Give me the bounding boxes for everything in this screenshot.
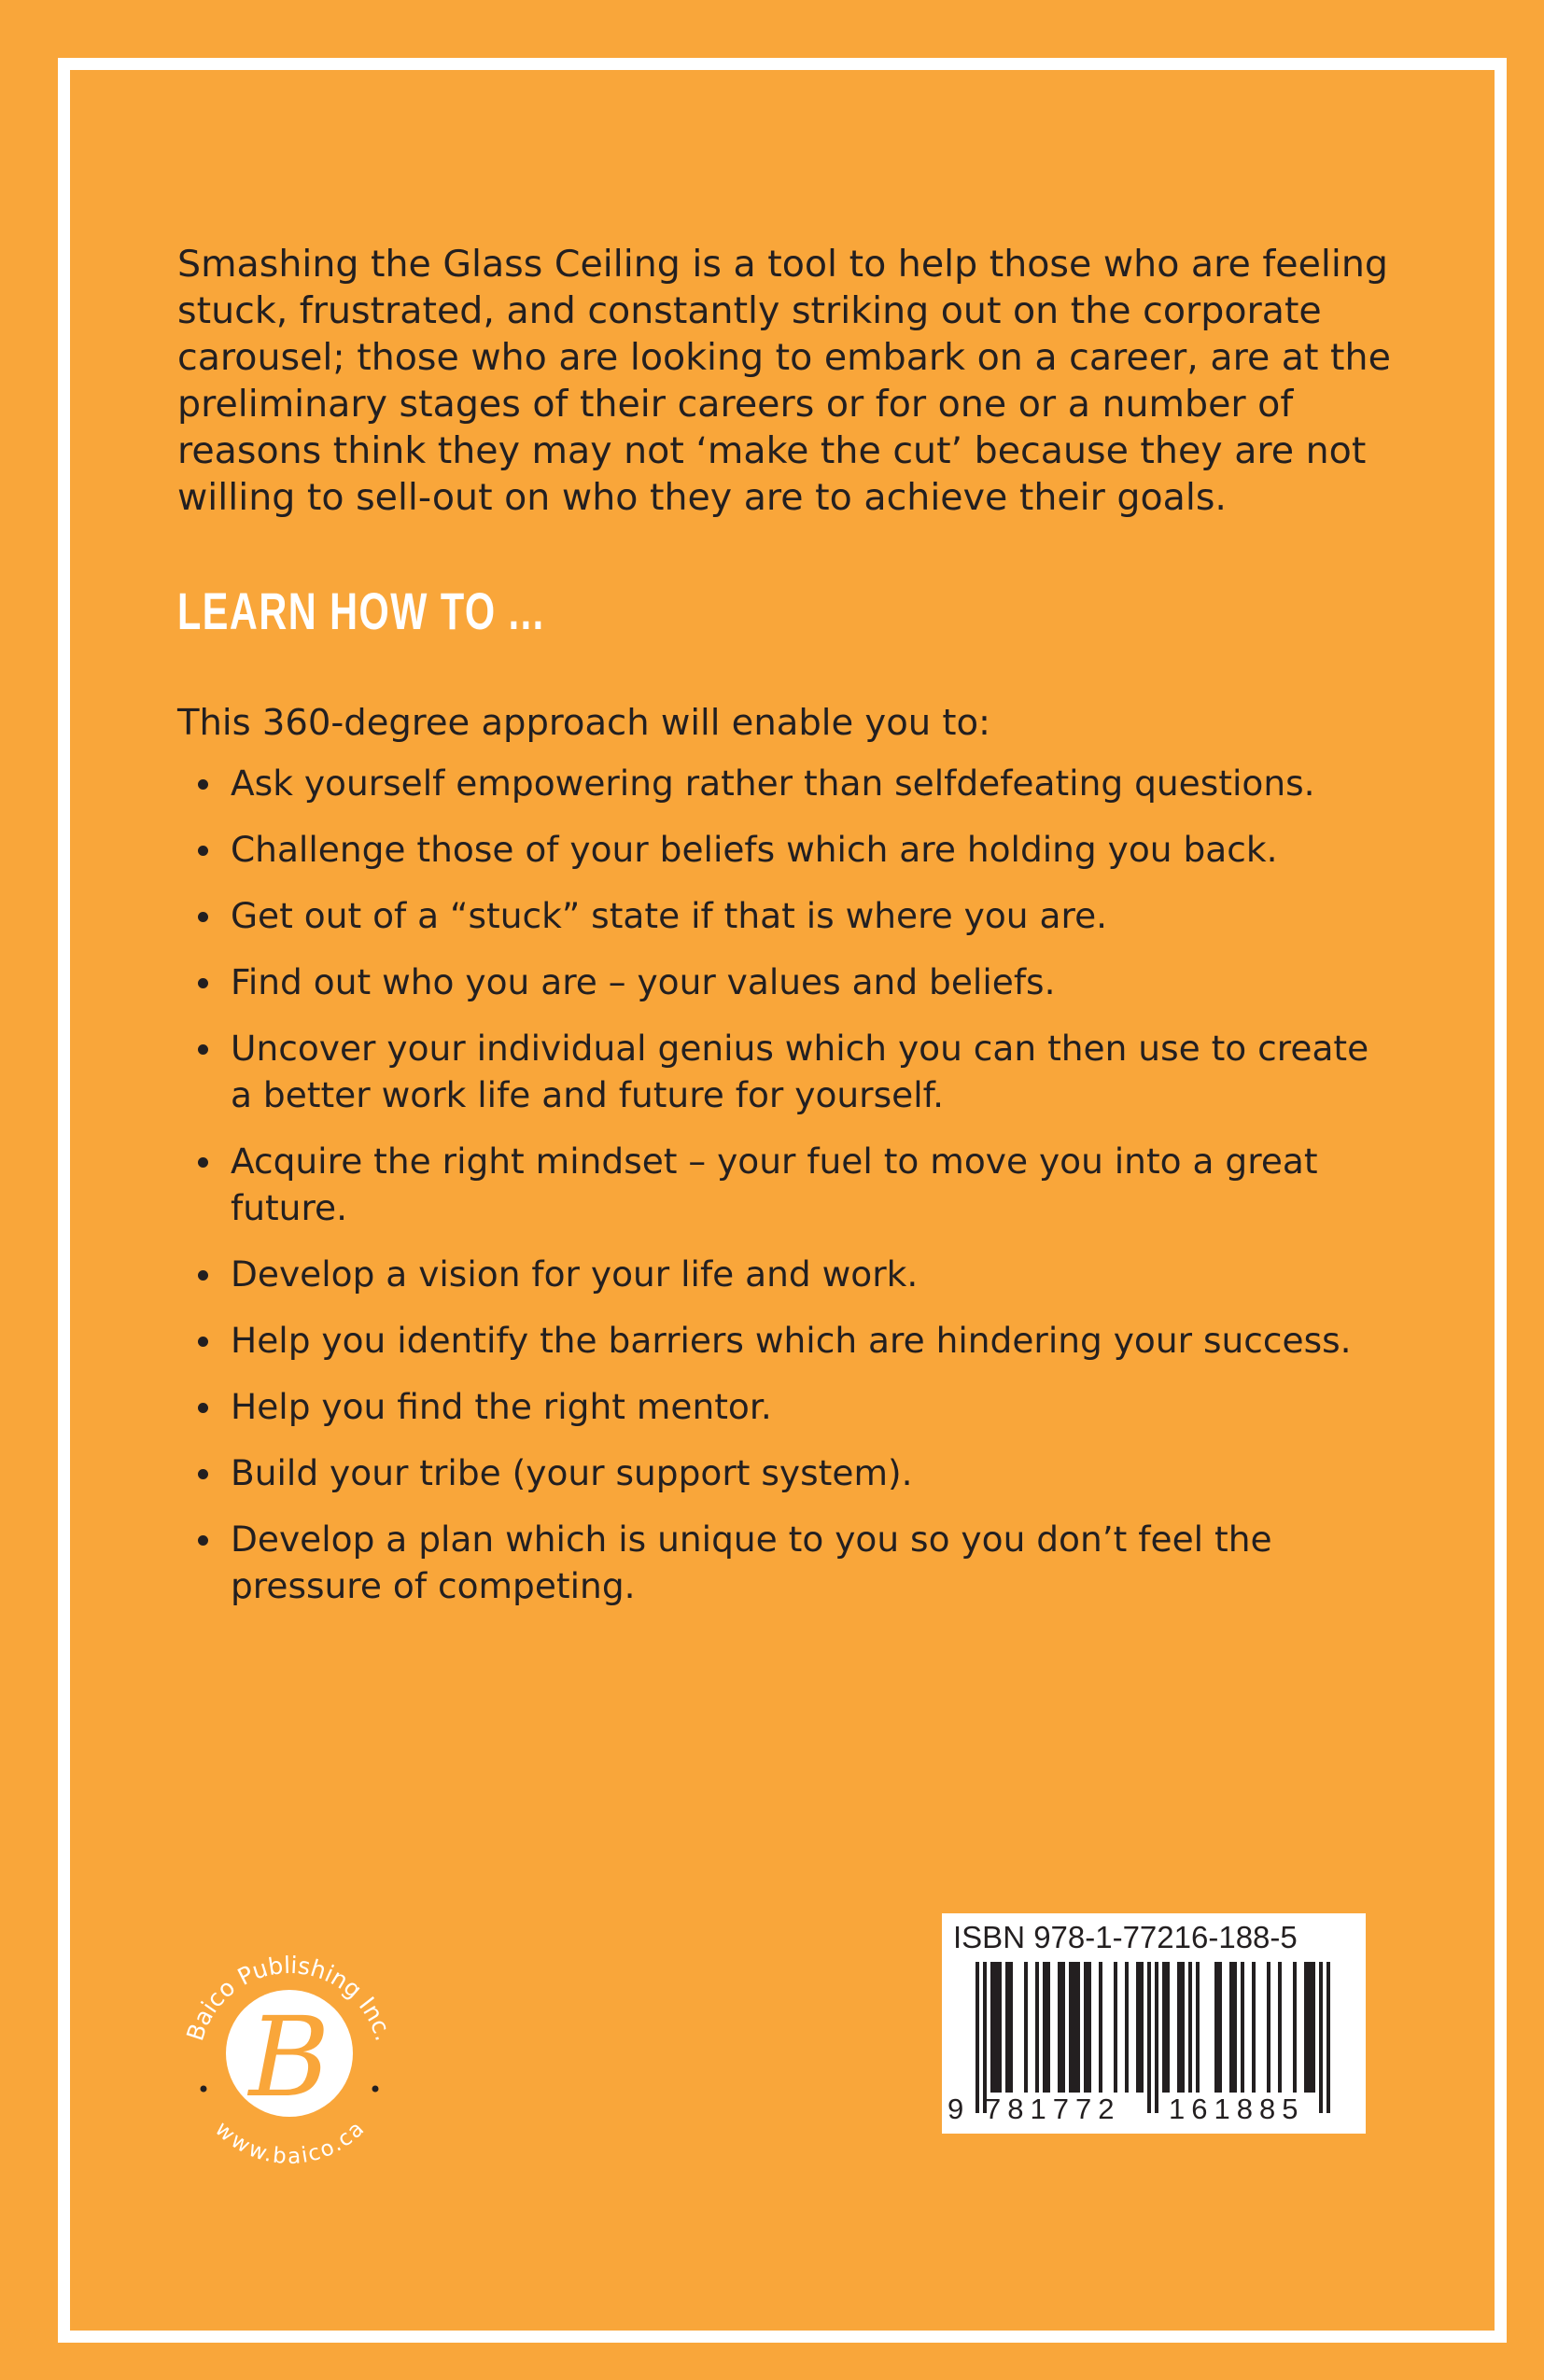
list-item [177,760,1391,806]
list-item [177,1317,1391,1364]
barcode-bar [1162,1962,1166,2093]
barcode-bar [1214,1962,1218,2093]
barcode-bar [1293,1962,1297,2093]
barcode-left-digits: 781772 [985,2093,1121,2125]
barcode-bar [1099,1962,1102,2093]
barcode-bar [990,1962,994,2093]
list-item [177,1449,1391,1496]
list-item [177,1025,1391,1118]
list-item-text: Help you find the right mentor. [231,1386,772,1427]
logo-dot-icon [201,2086,207,2093]
list-item-text: Help you identify the barriers which are hindering your success. [231,1320,1352,1361]
barcode-bar [1308,1962,1312,2093]
list-item [177,1383,1391,1430]
barcode-right-digits: 161885 [1169,2093,1305,2125]
logo-monogram: B [248,1993,330,2121]
barcode-bar [998,1962,1002,2093]
barcode-bar [1155,1962,1158,2113]
barcode-bar [1125,1962,1129,2093]
barcode-bar [1267,1962,1270,2093]
barcode-bar [1114,1962,1117,2093]
barcode-bar [1084,1962,1088,2093]
list-item-text: Develop a vision for your life and work. [231,1253,919,1295]
logo-dot-icon [372,2086,379,2093]
bullet-icon [198,846,208,856]
bullet-icon [198,912,208,922]
bullet-icon [198,779,208,790]
intro-paragraph: Smashing the Glass Ceiling is a tool to help those who are feeling stuck, frustrated, and constantly striking out on the corporate carousel; those who are looking to embark on a career, are at the preliminary stages of their careers or for one or a number of reasons think they may not ‘make the cut’ because they are not willing to sell-out on who they are to achieve their goals. [177,243,1391,519]
barcode-bar [1278,1962,1282,2093]
bullet-icon [198,1270,208,1281]
bullet-icon [198,1044,208,1055]
barcode-bar [1088,1962,1091,2093]
lead-sentence: This 360-degree approach will enable you to: [177,702,991,744]
barcode-bar [1035,1962,1039,2093]
barcode-lead-digit: 9 [947,2093,964,2125]
barcode-bar [1147,1962,1151,2113]
barcode-bar [1181,1962,1185,2093]
list-item-text: Build your tribe (your support system). [231,1452,913,1493]
barcode-bar [1046,1962,1050,2093]
publisher-url [210,2117,369,2169]
bullet-icon [198,1535,208,1546]
barcode-bar [1326,1962,1330,2113]
barcode-bar [1319,1962,1323,2113]
list-item [177,1138,1391,1231]
barcode-bar [1252,1962,1256,2093]
barcode-bar [1005,1962,1009,2093]
barcode-bar [1024,1962,1028,2093]
list-item [177,959,1391,1005]
barcode-bar [1177,1962,1181,2093]
barcode-bar [1069,1962,1073,2093]
bullet-icon [198,1157,208,1168]
list-item-text: Find out who you are – your values and beliefs. [231,961,1056,1002]
barcode-bar [1058,1962,1061,2093]
barcode-bar [1312,1962,1315,2093]
barcode-bar [976,1962,979,2113]
barcode-bar [1196,1962,1200,2093]
barcode-bar [983,1962,987,2113]
barcode-bar [1166,1962,1170,2093]
barcode-bar [1304,1962,1308,2093]
barcode-bar [1140,1962,1144,2093]
list-item-text: Uncover your individual genius which you can then use to create a better work life and future for yourself. [231,1028,1369,1115]
list-item [177,1251,1391,1297]
list-item-text: Challenge those of your beliefs which are holding you back. [231,829,1278,870]
bullet-icon [198,1403,208,1413]
bullet-list [177,760,1391,1609]
barcode-bar [1073,1962,1076,2093]
list-item [177,892,1391,939]
barcode-bar [1076,1962,1080,2093]
publisher-name-path: Baico Publishing Inc. [181,1951,398,2045]
barcode-bar [1218,1962,1222,2093]
list-item-text: Acquire the right mindset – your fuel to move you into a great future. [231,1141,1318,1228]
barcode-bar [1188,1962,1192,2093]
barcode-bar [994,1962,998,2093]
list-item-text: Ask yourself empowering rather than selfdefeating questions. [231,763,1315,804]
barcode-bar [1009,1962,1013,2093]
barcode-bar [1061,1962,1065,2093]
barcode-bar [1136,1962,1140,2093]
barcode-bar [1043,1962,1046,2093]
section-heading: LEARN HOW TO ... [177,581,545,640]
bullet-icon [198,978,208,988]
back-cover-content [177,241,1391,1629]
barcode-bar [1241,1962,1244,2093]
barcode-bar [1233,1962,1237,2093]
list-item [177,1516,1391,1609]
list-item-text: Develop a plan which is unique to you so you don’t feel the pressure of competing. [231,1519,1272,1606]
publisher-url-path: www.baico.ca [210,2117,370,2170]
list-item-text: Get out of a “stuck” state if that is where you are. [231,895,1108,936]
publisher-logo [159,1923,420,2184]
list-item [177,826,1391,873]
barcode-bar [1229,1962,1233,2093]
bullet-icon [198,1337,208,1347]
isbn-label: ISBN 978-1-77216-188-5 [953,1920,1298,1954]
bullet-icon [198,1469,208,1479]
isbn-barcode [942,1913,1366,2134]
